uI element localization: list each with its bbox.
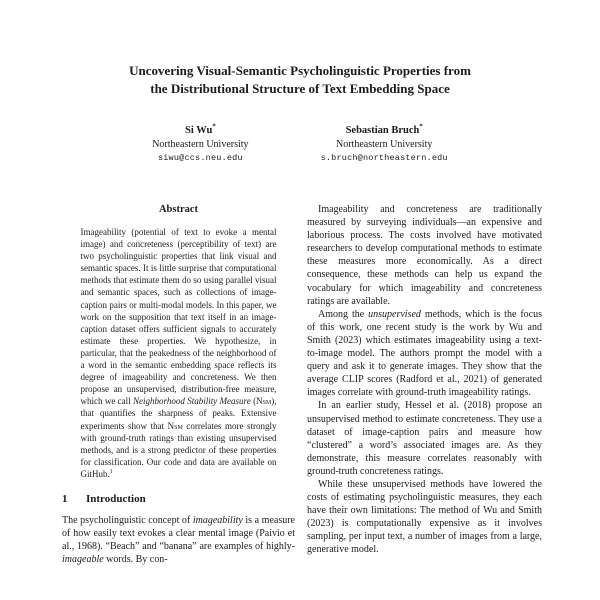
- author-name: [152, 124, 248, 138]
- abstract-text: Imageability (potential of text to evoke a mental image) and concreteness (perceptibility of text) are two psycholinguistic properties that link visual and semantic spaces. It is little surprise that computational methods that estimate them do so using parallel visual and semantic spaces, such as collections of image-caption pairs or multi-modal models. In this paper, we work on the supposition that text itself in an image-caption dataset offers sufficient signals to accurately estimate these properties. We hypothesize, in particular, that the peakedness of the neighborhood of a word in the semantic embedding space reflects its degree of imageability and concreteness. We then propose an unsupervised, distribution-free measure, which we call Neighborhood Stability Measure (Nsm), that quantifies the sharpness of peaks. Extensive experiments show that Nsm correlates more strongly with ground-truth ratings than existing unsupervised methods, and is a strong predictor of these properties for classification. Our code and data are available on GitHub.$^1$: [80, 227, 277, 479]
- author-block: [152, 124, 248, 165]
- body-paragraph: Among the unsupervised methods, which is the focus of this work, one recent study is the work by Wu and Smith (2023) which estimates imageability using a text-to-image model. The authors prompt the model with a query and ask it to generate images. They show that the average CLIP scores (Radford et al., 2021) of generated images correlate with ground-truth imageability ratings.: [307, 308, 543, 399]
- body-paragraph: Imageability and concreteness are traditionally measured by surveying individuals—an expensive and laborious process. The costs involved have motivated researchers to develop computational methods to estimate these measures more economically. As a direct consequence, these methods can help us expand the vocabulary for which imageability and concreteness ratings are available.: [307, 204, 542, 307]
- author-footnote-marker: *: [419, 123, 423, 131]
- paper-title-line-1: Uncovering Visual-Semantic Psycholinguistic Properties from: [129, 63, 471, 78]
- author-name-text: Si Wu: [185, 125, 213, 136]
- section-heading-introduction: [62, 493, 295, 505]
- section-number: 1: [62, 492, 68, 505]
- section-title: Introduction: [86, 492, 146, 505]
- paper-title: [40, 62, 560, 97]
- author-name-text: Sebastian Bruch: [345, 125, 420, 136]
- author-name: [321, 124, 448, 138]
- paper-title-line-2: the Distributional Structure of Text Embedding Space: [150, 80, 450, 96]
- two-column-body: [0, 203, 600, 566]
- body-paragraph: While these unsupervised methods have lowered the costs of estimating psycholinguistic measures, they each have their own limitations: The method of Wu and Smith (2023) is computationally expensive as it involves sampling, per input text, a number of images from a large, generative model.: [307, 478, 542, 556]
- author-block-row: [0, 124, 600, 165]
- right-column: [307, 203, 542, 566]
- body-paragraph: In an earlier study, Hessel et al. (2018) propose an unsupervised method to estimate concreteness. They use a dataset of image-caption pairs and measure how “clustered” a word’s associated images are. As they demonstrate, this measure correlates reasonably with ground-truth concreteness ratings.: [307, 400, 542, 477]
- author-affiliation: Northeastern University: [152, 139, 249, 150]
- introduction-paragraph: The psycholinguistic concept of imageability is a measure of how easily text evokes a clear mental image (Paivio et al., 1968). “Beach” and “banana” are examples of highly-imageable words. By con-: [62, 514, 295, 566]
- abstract-heading: Abstract: [158, 204, 199, 215]
- author-footnote-marker: *: [212, 123, 216, 131]
- author-email: s.bruch@northeastern.edu: [320, 153, 448, 163]
- author-email: siwu@ccs.neu.edu: [157, 153, 243, 163]
- author-block: [321, 124, 448, 165]
- author-affiliation: Northeastern University: [335, 139, 433, 150]
- left-column: [62, 203, 295, 566]
